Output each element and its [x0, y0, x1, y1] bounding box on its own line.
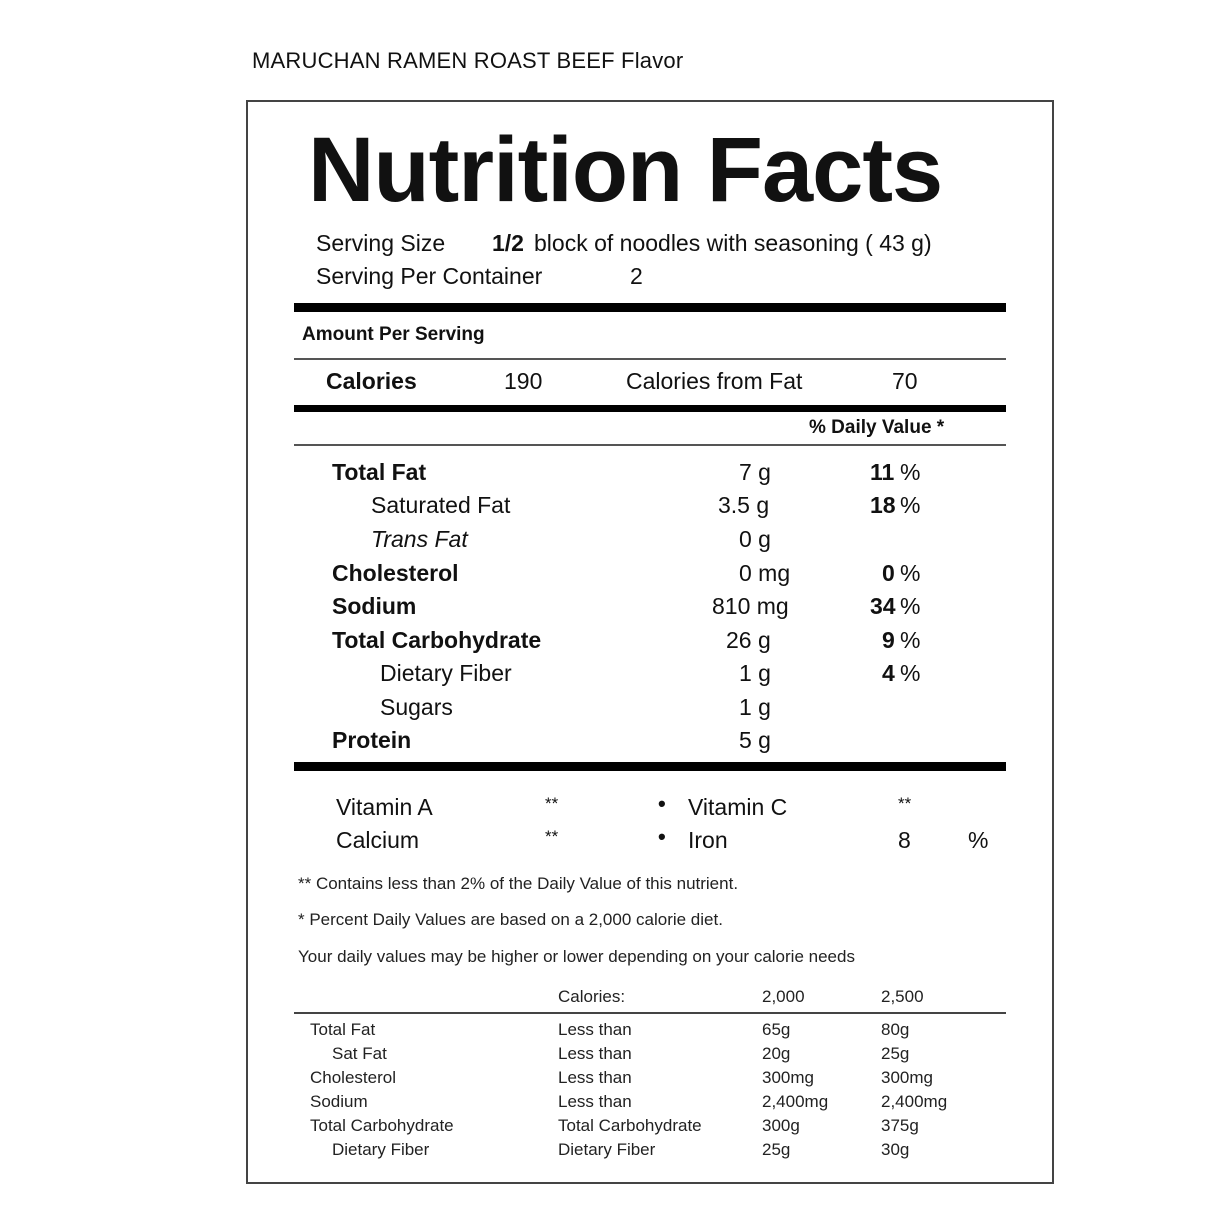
nutrient-name: Total Fat: [332, 459, 427, 485]
ref-2500: 300mg: [881, 1068, 933, 1087]
daily-value-header: % Daily Value *: [809, 417, 945, 438]
ref-nutrient: Total Carbohydrate: [310, 1116, 454, 1135]
nutrient-amount: 3.5 g: [718, 492, 770, 518]
ref-2000: 300g: [762, 1116, 800, 1135]
ref-qualifier: Less than: [558, 1092, 632, 1111]
servings-per-container-label: Serving Per Container: [316, 263, 543, 289]
ref-2500: 2,400mg: [881, 1092, 948, 1111]
nutrient-daily-value: 9: [882, 627, 895, 653]
footnote-higher-lower: Your daily values may be higher or lower depending on your calorie needs: [298, 947, 855, 966]
calories-label: Calories: [326, 368, 417, 394]
ref-2500: 375g: [881, 1116, 919, 1135]
nutrient-daily-value: 4: [882, 660, 895, 686]
ref-2000: 20g: [762, 1044, 791, 1063]
percent-sign: %: [900, 593, 921, 619]
vitamin-a-label: Vitamin A: [336, 794, 433, 820]
ref-qualifier: Less than: [558, 1068, 632, 1087]
ref-qualifier: Dietary Fiber: [558, 1140, 656, 1159]
divider: [294, 444, 1006, 446]
nutrient-daily-value: 18: [870, 492, 896, 518]
panel-title: Nutrition Facts: [308, 119, 943, 221]
percent-sign: %: [900, 627, 921, 653]
nutrient-amount: 26 g: [726, 627, 771, 653]
ref-qualifier: Total Carbohydrate: [558, 1116, 702, 1135]
thick-divider: [294, 303, 1006, 312]
nutrient-name: Saturated Fat: [371, 492, 511, 518]
serving-size-label: Serving Size: [316, 230, 446, 256]
medium-divider: [294, 405, 1006, 412]
nutrient-daily-value: 34: [870, 593, 896, 619]
calories-from-fat-value: 70: [892, 368, 918, 394]
nutrient-amount: 0 mg: [739, 560, 791, 586]
nutrient-name: Trans Fat: [371, 526, 468, 552]
nutrient-amount: 5 g: [739, 727, 771, 753]
footnote-percent-dv: * Percent Daily Values are based on a 2,000 calorie diet.: [298, 910, 723, 929]
ref-2000: 65g: [762, 1020, 791, 1039]
ref-calories-label: Calories:: [558, 987, 626, 1006]
percent-sign: %: [900, 459, 921, 485]
servings-per-container-value: 2: [630, 263, 643, 289]
ref-2000: 2,400mg: [762, 1092, 829, 1111]
nutrient-amount: 1 g: [739, 660, 771, 686]
nutrient-amount: 810 mg: [712, 593, 789, 619]
nutrient-name: Protein: [332, 727, 412, 753]
ref-2500: 80g: [881, 1020, 910, 1039]
nutrient-amount: 1 g: [739, 694, 771, 720]
iron-percent-sign: %: [968, 827, 989, 853]
footnote-less-than-2: ** Contains less than 2% of the Daily Value of this nutrient.: [298, 874, 739, 893]
bullet-icon: •: [658, 824, 666, 849]
ref-nutrient: Sat Fat: [332, 1044, 387, 1063]
product-name: MARUCHAN RAMEN ROAST BEEF Flavor: [252, 48, 684, 73]
iron-value: 8: [898, 827, 911, 853]
serving-size-amount: 1/2: [492, 230, 524, 256]
percent-sign: %: [900, 560, 921, 586]
ref-qualifier: Less than: [558, 1020, 632, 1039]
nutrient-name: Sugars: [380, 694, 453, 720]
nutrient-name: Dietary Fiber: [380, 660, 512, 686]
ref-qualifier: Less than: [558, 1044, 632, 1063]
vitamin-c-value: **: [898, 794, 912, 813]
ref-nutrient: Total Fat: [310, 1020, 376, 1039]
nutrient-amount: 0 g: [739, 526, 771, 552]
vitamin-c-label: Vitamin C: [688, 794, 788, 820]
ref-col-2000: 2,000: [762, 987, 805, 1006]
percent-sign: %: [900, 660, 921, 686]
ref-2000: 300mg: [762, 1068, 814, 1087]
ref-col-2500: 2,500: [881, 987, 924, 1006]
thick-divider: [294, 762, 1006, 771]
amount-per-serving-heading: Amount Per Serving: [302, 324, 485, 345]
nutrient-name: Total Carbohydrate: [332, 627, 542, 653]
iron-label: Iron: [688, 827, 728, 853]
serving-size-desc: block of noodles with seasoning ( 43 g): [534, 230, 932, 256]
nutrient-name: Cholesterol: [332, 560, 459, 586]
calories-from-fat-label: Calories from Fat: [626, 368, 803, 394]
nutrient-amount: 7 g: [739, 459, 771, 485]
divider: [294, 1012, 1006, 1014]
calcium-label: Calcium: [336, 827, 420, 853]
calories-value: 190: [504, 368, 543, 394]
nutrient-daily-value: 11: [870, 459, 895, 485]
vitamin-a-value: **: [545, 794, 559, 813]
calcium-value: **: [545, 827, 559, 846]
ref-2000: 25g: [762, 1140, 791, 1159]
ref-2500: 25g: [881, 1044, 910, 1063]
ref-nutrient: Dietary Fiber: [332, 1140, 430, 1159]
nutrition-facts-panel: [246, 100, 1054, 1184]
nutrient-name: Sodium: [332, 593, 417, 619]
percent-sign: %: [900, 492, 921, 518]
ref-nutrient: Cholesterol: [310, 1068, 396, 1087]
ref-nutrient: Sodium: [310, 1092, 368, 1111]
bullet-icon: •: [658, 791, 666, 816]
nutrient-daily-value: 0: [882, 560, 895, 586]
divider: [294, 358, 1006, 360]
ref-2500: 30g: [881, 1140, 910, 1159]
